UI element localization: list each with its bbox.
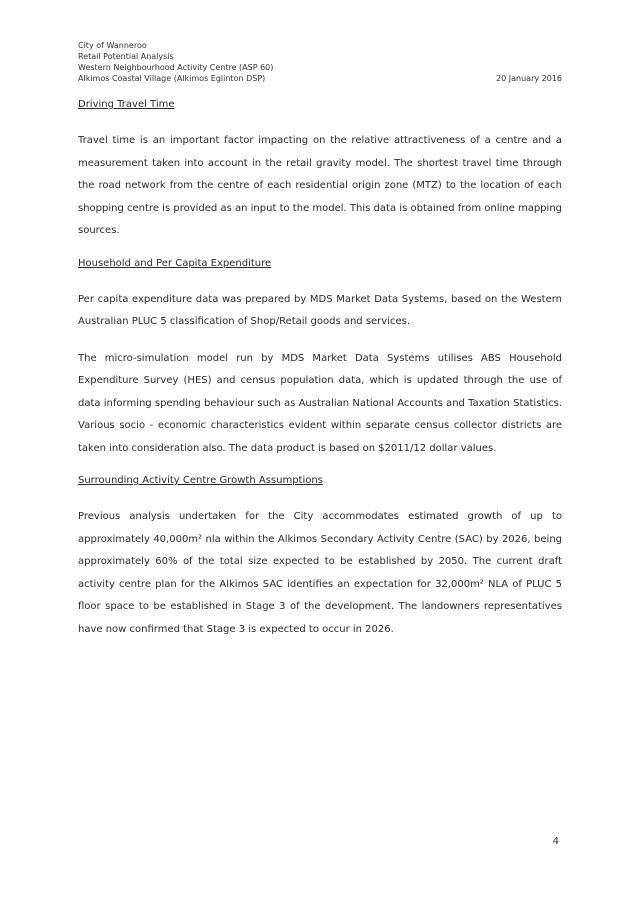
section-growth-assumptions: [78, 474, 562, 641]
header-org: City of Wanneroo: [78, 41, 147, 50]
section-heading: Household and Per Capita Expenditure: [78, 257, 272, 269]
paragraph: Previous analysis undertaken for the City accommodates estimated growth of up to approximately 40,000m² nla within the Alkimos Secondary Activity Centre (SAC) by 2026, being approximately 60% of the total size expected to be established by 2050. The current draft activity centre plan for the Alkimos SAC identifies an expectation for 32,000m² NLA of PLUC 5 floor space to be established in Stage 3 of the development. The landowners representatives have now confirmed that Stage 3 is expected to occur in 2026.: [78, 511, 562, 635]
page-number: 4: [552, 836, 559, 847]
page-header: [78, 40, 562, 84]
paragraph: Per capita expenditure data was prepared by MDS Market Data Systems, based on the Western Australian PLUC 5 classification of Shop/Retail goods and services.: [78, 293, 562, 327]
section-driving-travel-time: [78, 98, 562, 243]
paragraph: The micro-simulation model run by MDS Market Data Systems utilises ABS Household Expenditure Survey (HES) and census population data, which is updated through the use of data informing spending behaviour such as Australian National Accounts and Taxation Statistics. Various socio - economic characteristics evident within separate census collector districts are taken into consideration also. The data product is based on $2011/12 dollar values.: [78, 352, 562, 454]
header-date: 20 January 2016: [496, 74, 562, 83]
section-household-expenditure: [78, 257, 562, 461]
header-village: Alkimos Coastal Village (Alkimos Eglinton DSP): [78, 74, 266, 83]
section-heading: Driving Travel Time: [78, 99, 175, 110]
header-plan: Western Neighbourhood Activity Centre (ASP 60): [78, 63, 274, 72]
header-report: Retail Potential Analysis: [78, 52, 174, 61]
paragraph: Travel time is an important factor impacting on the relative attractiveness of a centre and a measurement taken into account in the retail gravity model. The shortest travel time through the road network from the centre of each residential origin zone (MTZ) to the location of each shopping centre is provided as an input to the model. This data is obtained from online mapping sources.: [78, 135, 562, 236]
document-body: [78, 98, 562, 655]
section-heading: Surrounding Activity Centre Growth Assumptions: [78, 475, 323, 486]
